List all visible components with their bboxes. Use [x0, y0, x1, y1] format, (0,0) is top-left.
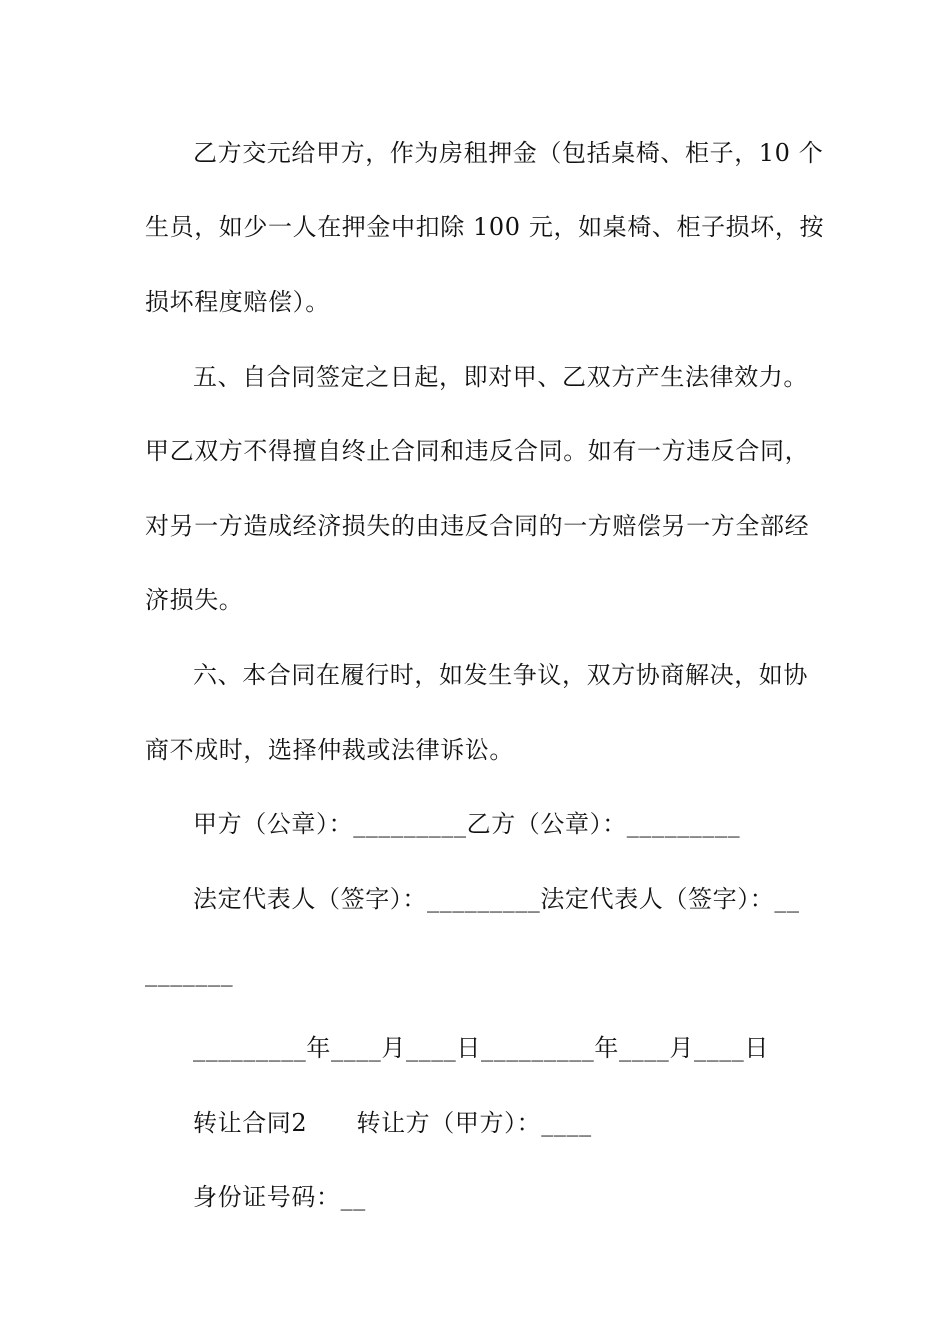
paragraph-line-4: 五、自合同签定之日起，即对甲、乙双方产生法律效力。 [193, 363, 808, 391]
contract-2-heading: 转让合同2 转让方（甲方）：____ [193, 1109, 592, 1137]
paragraph-line-6: 对另一方造成经济损失的由违反合同的一方赔偿另一方全部经 [145, 512, 810, 540]
paragraph-line-2: 生员，如少一人在押金中扣除 100 元，如桌椅、柜子损坏，按 [145, 213, 825, 241]
paragraph-line-8: 六、本合同在履行时，如发生争议，双方协商解决，如协 [193, 661, 808, 689]
paragraph-line-5: 甲乙双方不得擅自终止合同和违反合同。如有一方违反合同， [145, 437, 810, 465]
paragraph-line-1: 乙方交元给甲方，作为房租押金（包括桌椅、柜子，10 个 [193, 139, 824, 167]
signature-representative-continuation: _______ [145, 959, 234, 987]
signature-representative-line: 法定代表人（签字）：_________法定代表人（签字）：__ [193, 885, 800, 913]
paragraph-line-7: 济损失。 [145, 586, 244, 614]
paragraph-line-9: 商不成时，选择仲裁或法律诉讼。 [145, 736, 514, 764]
signature-date-line: _________年____月____日_________年____月____日 [193, 1034, 769, 1062]
paragraph-line-3: 损坏程度赔偿）。 [145, 288, 330, 316]
signature-seal-line: 甲方（公章）：_________乙方（公章）：_________ [193, 810, 741, 838]
id-number-line: 身份证号码：__ [193, 1183, 366, 1211]
